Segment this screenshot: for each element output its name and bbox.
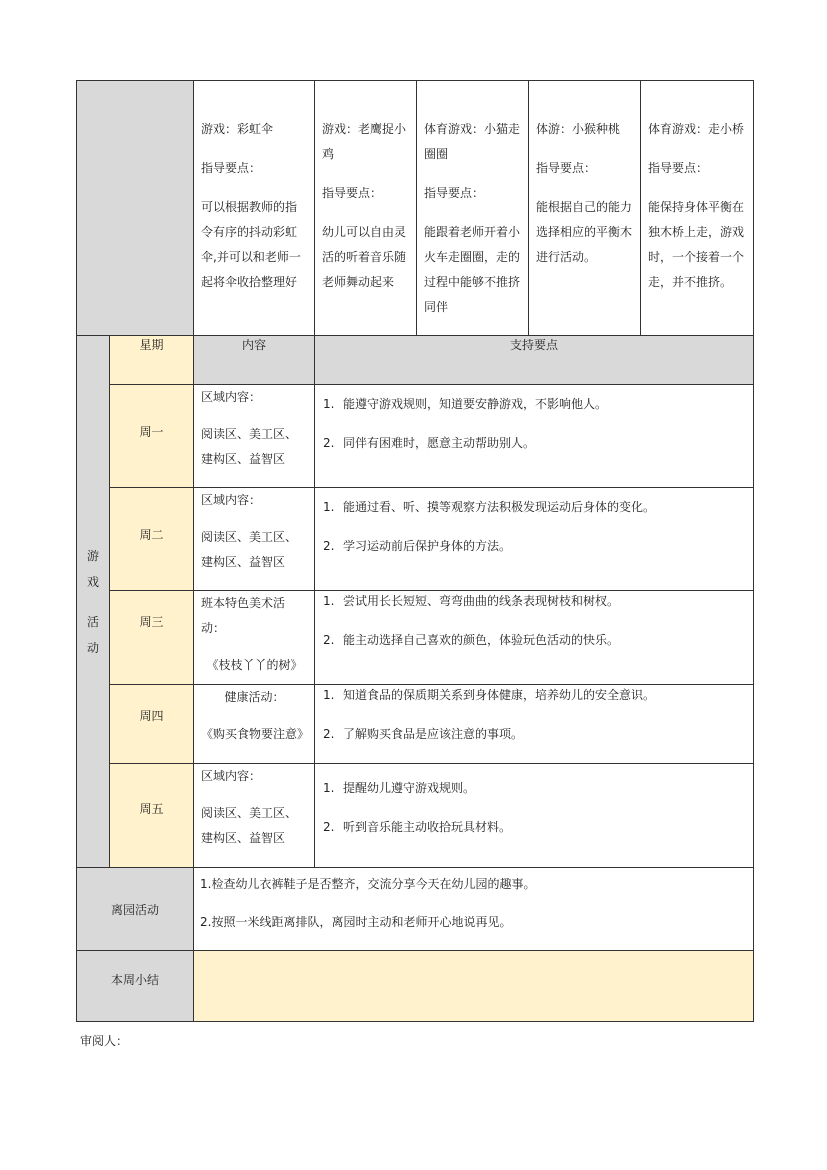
day-label: 周四 xyxy=(110,685,194,764)
content-cell xyxy=(194,385,315,488)
guide-label: 指导要点： xyxy=(322,186,383,200)
content-cell xyxy=(194,488,315,591)
summary-cell[interactable] xyxy=(194,951,754,1022)
guide-text: 能保持身体平衡在独木桥上走，游戏时，一个接着一个走，并不推挤。 xyxy=(648,200,745,289)
game-cell xyxy=(641,81,754,336)
header-support: 支持要点 xyxy=(315,336,754,385)
content-title: 区域内容： xyxy=(201,390,262,404)
game-title: 体育游戏：小猫走圈圈 xyxy=(424,122,521,161)
day-label: 周二 xyxy=(110,488,194,591)
header-day: 星期 xyxy=(110,336,194,385)
support-point: 2. 能主动选择自己喜欢的颜色，体验玩色活动的快乐。 xyxy=(323,633,620,647)
guide-label: 指导要点： xyxy=(201,161,262,175)
weekly-plan-table xyxy=(76,80,754,1022)
support-point: 2. 同伴有困难时，愿意主动帮助别人。 xyxy=(323,436,536,450)
content-text: 《枝枝丫丫的树》 xyxy=(206,658,303,672)
game-title: 游戏：老鹰捉小鸡 xyxy=(322,122,407,161)
support-cell xyxy=(315,764,754,868)
guide-text: 幼儿可以自由灵活的听着音乐随老师舞动起来 xyxy=(322,225,407,289)
day-label: 周五 xyxy=(110,764,194,868)
support-point: 2. 了解购买食品是应该注意的事项。 xyxy=(323,727,524,741)
game-cell xyxy=(417,81,529,336)
content-cell xyxy=(194,685,315,764)
support-point: 1. 尝试用长长短短、弯弯曲曲的线条表现树枝和树杈。 xyxy=(323,594,620,608)
game-title: 游戏：彩虹伞 xyxy=(201,122,274,136)
support-cell xyxy=(315,591,754,685)
support-cell xyxy=(315,488,754,591)
leave-item: 2.按照一米线距离排队，离园时主动和老师开心地说再见。 xyxy=(200,915,512,929)
support-cell xyxy=(315,385,754,488)
guide-label: 指导要点： xyxy=(536,161,597,175)
content-cell xyxy=(194,591,315,685)
leave-label: 离园活动 xyxy=(77,868,194,951)
support-point: 1. 能通过看、听、摸等观察方法积极发现运动后身体的变化。 xyxy=(323,500,656,514)
content-title: 班本特色美术活动： xyxy=(201,596,286,635)
content-text: 阅读区、美工区、建构区、益智区 xyxy=(201,806,298,845)
top-corner-cell xyxy=(77,81,194,336)
content-text: 阅读区、美工区、建构区、益智区 xyxy=(201,427,298,466)
day-label: 周三 xyxy=(110,591,194,685)
day-label: 周一 xyxy=(110,385,194,488)
support-point: 1. 能遵守游戏规则，知道要安静游戏，不影响他人。 xyxy=(323,397,608,411)
support-point: 1. 提醒幼儿遵守游戏规则。 xyxy=(323,781,476,795)
support-point: 2. 听到音乐能主动收拾玩具材料。 xyxy=(323,820,512,834)
support-point: 1. 知道食品的保质期关系到身体健康，培养幼儿的安全意识。 xyxy=(323,688,656,702)
summary-label: 本周小结 xyxy=(77,951,194,1022)
content-text: 阅读区、美工区、建构区、益智区 xyxy=(201,530,298,569)
guide-text: 能跟着老师开着小火车走圈圈，走的过程中能够不推挤同伴 xyxy=(424,225,521,314)
guide-text: 能根据自己的能力选择相应的平衡木进行活动。 xyxy=(536,200,633,264)
reviewer-label: 审阅人： xyxy=(80,1034,129,1048)
section-label-game-activity: 游 戏 活 动 xyxy=(77,336,110,868)
game-title: 体游：小猴种桃 xyxy=(536,122,621,136)
game-title: 体育游戏：走小桥 xyxy=(648,122,745,136)
support-point: 2. 学习运动前后保护身体的方法。 xyxy=(323,539,512,553)
support-cell xyxy=(315,685,754,764)
guide-label: 指导要点： xyxy=(424,186,485,200)
guide-label: 指导要点： xyxy=(648,161,709,175)
content-title: 区域内容： xyxy=(201,769,262,783)
content-cell xyxy=(194,764,315,868)
game-cell xyxy=(315,81,417,336)
header-content: 内容 xyxy=(194,336,315,385)
leave-item: 1.检查幼儿衣裤鞋子是否整齐，交流分享今天在幼儿园的趣事。 xyxy=(200,877,536,891)
game-cell xyxy=(529,81,641,336)
leave-cell xyxy=(194,868,754,951)
game-cell xyxy=(194,81,315,336)
guide-text: 可以根据教师的指令有序的抖动彩虹伞,并可以和老师一起将伞收拾整理好 xyxy=(201,200,301,289)
content-title: 健康活动： xyxy=(224,690,285,704)
content-title: 区域内容： xyxy=(201,493,262,507)
content-text: 《购买食物要注意》 xyxy=(201,727,310,741)
